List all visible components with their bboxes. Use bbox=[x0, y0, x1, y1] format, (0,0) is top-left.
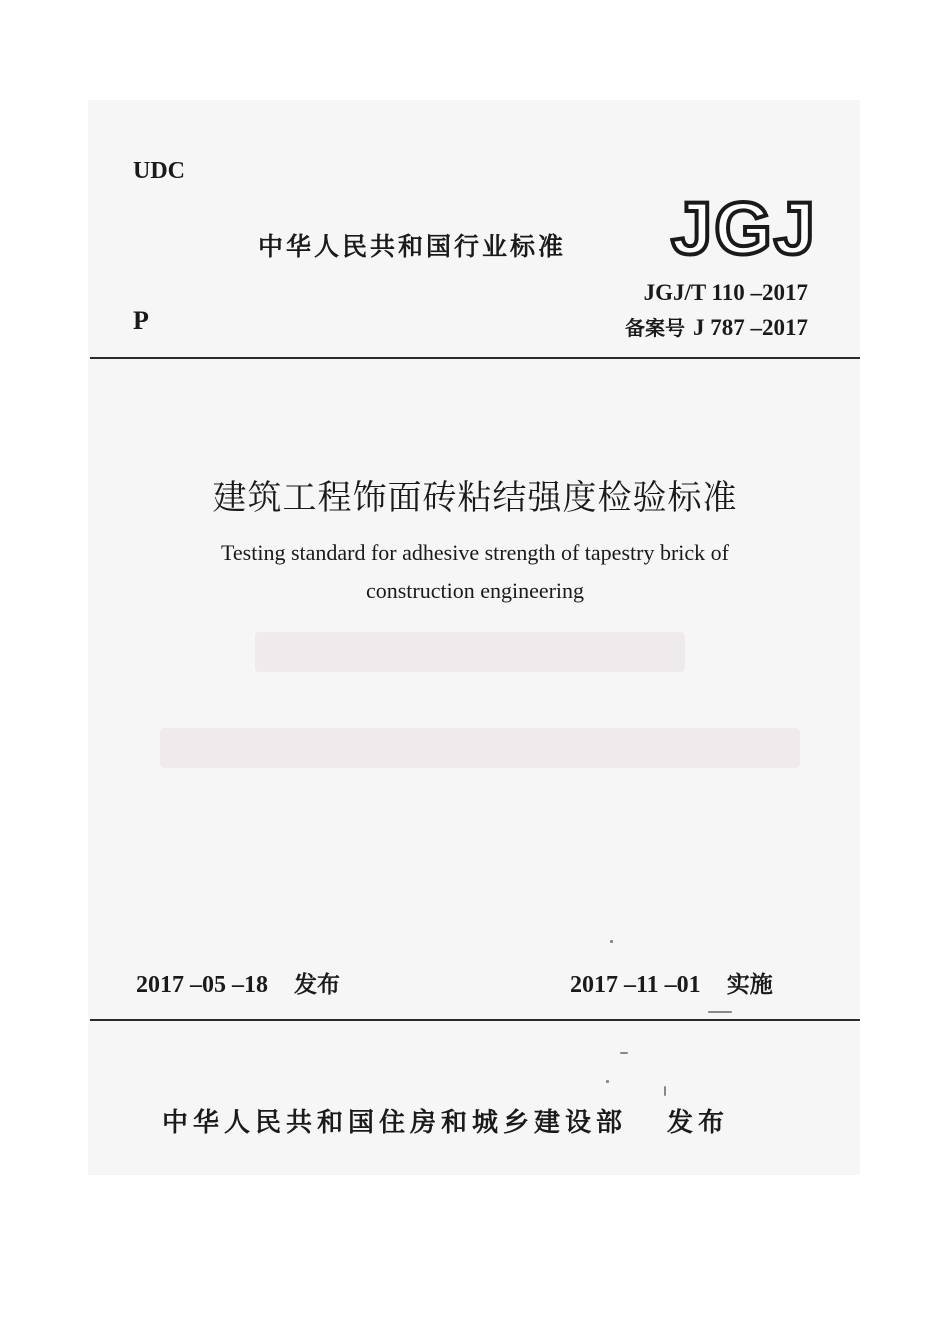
svg-text:JGJ: JGJ bbox=[671, 188, 817, 262]
classification-letter: P bbox=[133, 306, 149, 335]
jgj-logo bbox=[670, 188, 818, 262]
effective-label: 实施 bbox=[726, 972, 773, 998]
publisher-line bbox=[162, 1102, 729, 1139]
scan-speck bbox=[664, 1086, 666, 1096]
bottom-rule bbox=[90, 1019, 860, 1021]
title-chinese: 建筑工程饰面砖粘结强度检验标准 bbox=[212, 478, 738, 518]
top-rule bbox=[90, 357, 860, 359]
issue-label: 发布 bbox=[294, 972, 340, 998]
ministry-standard-label: 中华人民共和国行业标准 bbox=[258, 232, 567, 261]
publish-label: 发布 bbox=[667, 1108, 730, 1138]
issue-date: 2017 –05 –18 bbox=[136, 972, 268, 998]
scan-speck bbox=[620, 1052, 628, 1054]
filing-label: 备案号 bbox=[625, 316, 685, 340]
udc-label: UDC bbox=[133, 158, 185, 184]
title-english: Testing standard for adhesive strength of tapestry brick of construction engineering bbox=[221, 540, 729, 603]
scan-speck bbox=[708, 1011, 732, 1013]
scan-speck bbox=[610, 940, 613, 943]
scan-speck bbox=[606, 1080, 609, 1083]
effective-date-line bbox=[570, 966, 773, 999]
faded-stamp-2 bbox=[160, 728, 800, 768]
filing-record bbox=[625, 312, 808, 341]
standard-code: JGJ/T 110 –2017 bbox=[643, 280, 808, 305]
issue-date-line bbox=[136, 966, 340, 999]
effective-date: 2017 –11 –01 bbox=[570, 972, 701, 998]
faded-stamp-1 bbox=[255, 632, 685, 672]
filing-number: J 787 –2017 bbox=[693, 315, 808, 340]
publisher-name: 中华人民共和国住房和城乡建设部 bbox=[162, 1108, 628, 1138]
